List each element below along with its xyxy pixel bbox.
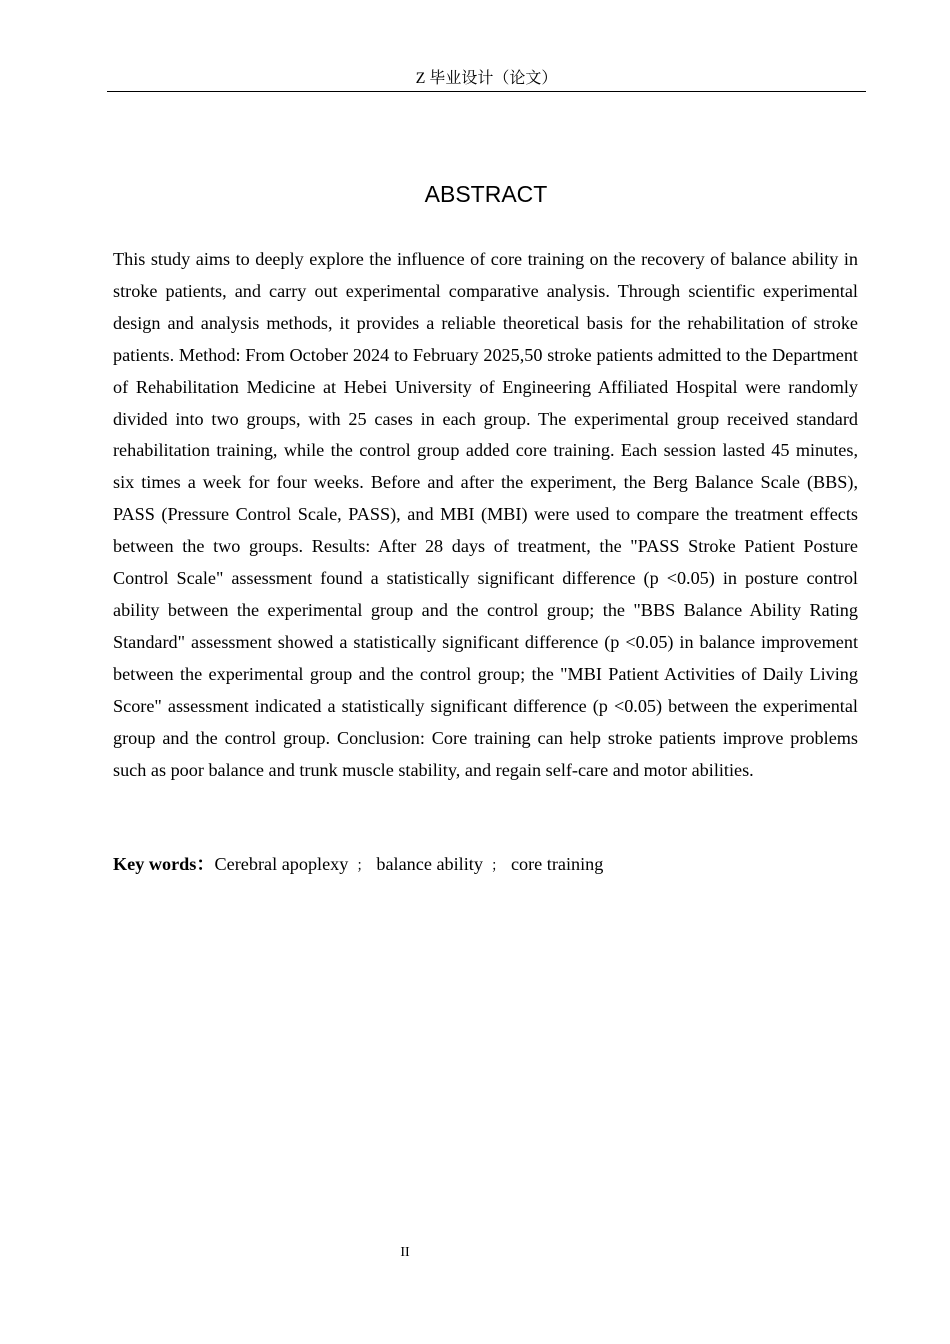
abstract-title: ABSTRACT	[424, 181, 548, 207]
keyword-separator: ；	[490, 859, 505, 874]
keywords-label: Key words：	[113, 854, 215, 874]
keyword-item: core training	[510, 854, 604, 874]
keyword-separator: ；	[356, 859, 371, 874]
page-header	[107, 66, 866, 92]
keyword-item: balance ability	[376, 854, 483, 874]
header-text: Z 毕业设计（论文）	[415, 70, 558, 87]
abstract-body: This study aims to deeply explore the influence of core training on the recovery of balance ability in stroke patients, and carry out experimental comparative analysis. Through scientific experimental design and analysis methods, it provides a reliable theoretical basis for the rehabilitation of stroke patients. Method: From October 2024 to February 2025,50 stroke patients admitted to the Department of Rehabilitation Medicine at Hebei University of Engineering Affiliated Hospital were randomly divided into two groups, with 25 cases in each group. The experimental group received standard rehabilitation training, while the control group added core training. Each session lasted 45 minutes, six times a week for four weeks. Before and after the experiment, the Berg Balance Scale (BBS), PASS (Pressure Control Scale, PASS), and MBI (MBI) were used to compare the treatment effects between the two groups. Results: After 28 days of treatment, the "PASS Stroke Patient Posture Control Scale" assessment found a statistically significant difference (p <0.05) in posture control ability between the experimental group and the control group; the "BBS Balance Ability Rating Standard" assessment showed a statistically significant difference (p <0.05) in balance improvement between the experimental group and the control group; the "MBI Patient Activities of Daily Living Score" assessment indicated a statistically significant difference (p <0.05) between the experimental group and the control group. Conclusion: Core training can help stroke patients improve problems such as poor balance and trunk muscle stability, and regain self-care and motor abilities.	[113, 249, 858, 780]
keyword-item: Cerebral apoplexy	[214, 854, 349, 874]
page-number: II	[400, 1245, 410, 1260]
keywords	[113, 848, 858, 883]
